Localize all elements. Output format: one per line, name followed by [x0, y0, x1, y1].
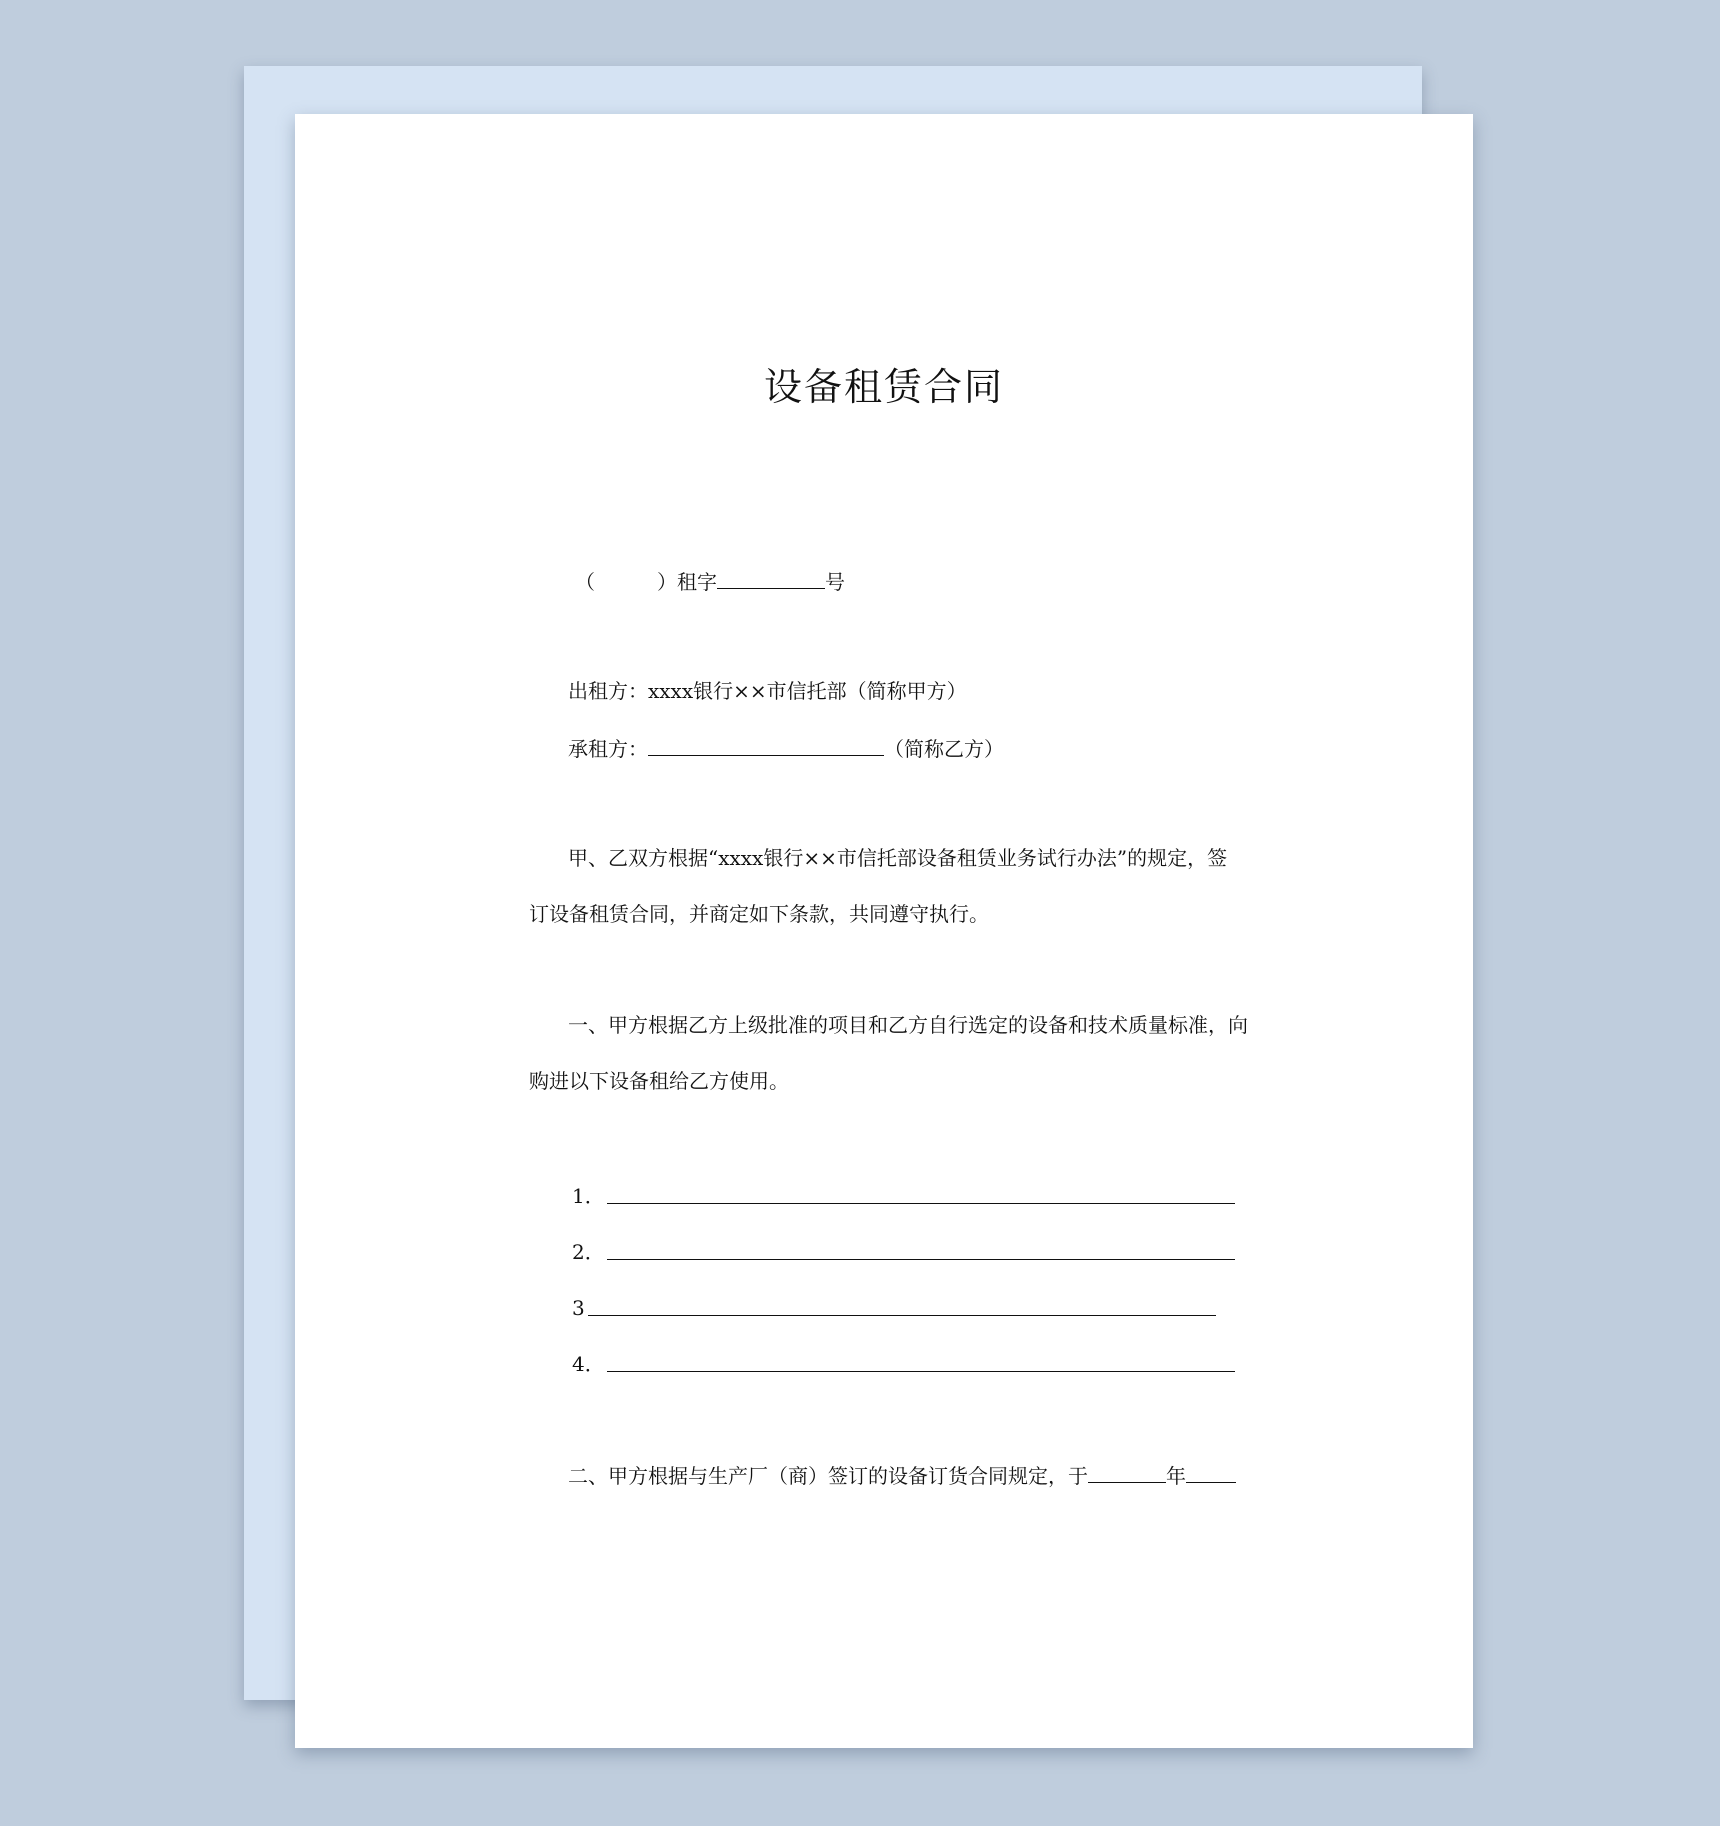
reference-line [575, 566, 845, 596]
item-4-label: 4． [572, 1352, 605, 1376]
lessor-value: xxxx银行××市信托部（简称甲方） [648, 679, 967, 703]
lessee-suffix: （简称乙方） [884, 737, 1004, 761]
ref-open-paren: （ [575, 570, 595, 594]
clause2-line [568, 1460, 1236, 1490]
item-3-label: 3 [572, 1296, 585, 1320]
intro-line-2: 订设备租赁合同，并商定如下条款，共同遵守执行。 [529, 902, 989, 926]
lessee-line [568, 733, 1004, 763]
lessee-blank[interactable] [648, 733, 884, 756]
ref-number-blank[interactable] [717, 566, 825, 589]
clause2-text: 二、甲方根据与生产厂（商）签订的设备订货合同规定，于 [568, 1464, 1088, 1488]
lessor-label: 出租方： [568, 679, 648, 703]
clause1-line-2: 购进以下设备租给乙方使用。 [529, 1069, 789, 1093]
clause2-year-blank[interactable] [1088, 1460, 1166, 1483]
intro-line-1: 甲、乙双方根据“xxxx银行××市信托部设备租赁业务试行办法”的规定，签 [568, 846, 1228, 870]
ref-suffix: 号 [825, 570, 845, 594]
lessor-line [568, 677, 967, 705]
lessee-label: 承租方： [568, 737, 648, 761]
item-4-blank[interactable] [607, 1371, 1235, 1372]
item-2-blank[interactable] [607, 1259, 1235, 1260]
item-1-blank[interactable] [607, 1203, 1235, 1204]
item-3-blank[interactable] [588, 1315, 1216, 1316]
clause2-year-label: 年 [1166, 1464, 1186, 1488]
document-page [295, 114, 1473, 1748]
item-2-label: 2． [572, 1240, 605, 1264]
clause2-month-blank[interactable] [1186, 1460, 1236, 1483]
clause1-line-1: 一、甲方根据乙方上级批准的项目和乙方自行选定的设备和技术质量标准，向 [568, 1013, 1248, 1037]
document-title: 设备租赁合同 [763, 365, 1004, 409]
ref-label: ）租字 [657, 570, 717, 594]
item-1-label: 1． [572, 1184, 605, 1208]
